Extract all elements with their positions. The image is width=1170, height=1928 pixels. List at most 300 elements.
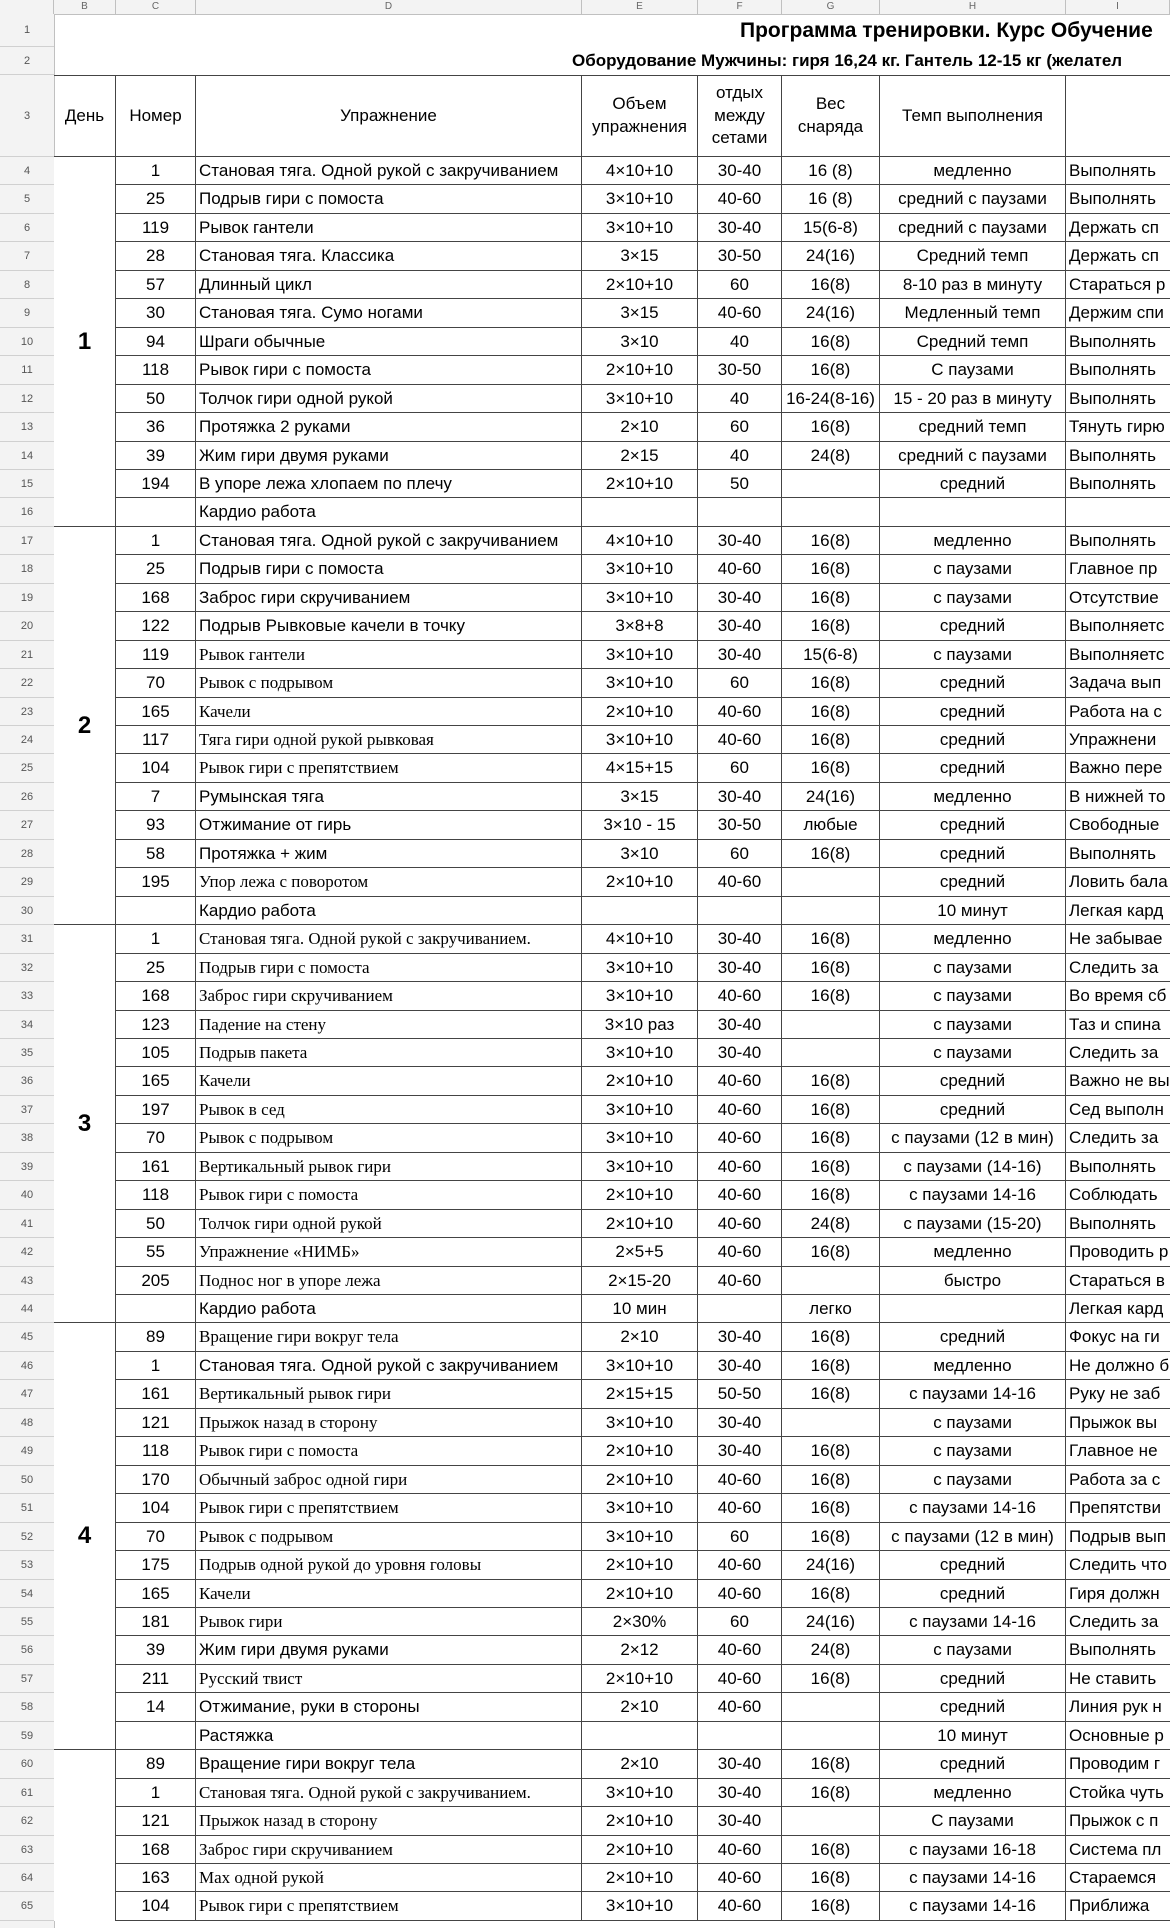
notes-cell[interactable]: Тянуть гирю (1066, 413, 1170, 442)
exercise-number-cell[interactable]: 93 (116, 811, 196, 840)
notes-cell[interactable]: Не должно б (1066, 1352, 1170, 1380)
tempo-cell[interactable]: Медленный темп (880, 299, 1066, 328)
weight-cell[interactable]: 15(6-8) (782, 214, 880, 242)
tempo-cell[interactable]: с паузами (880, 1409, 1066, 1437)
weight-cell[interactable]: 16(8) (782, 954, 880, 982)
volume-cell[interactable]: 3×10+10 (582, 1494, 698, 1523)
exercise-number-cell[interactable]: 104 (116, 754, 196, 783)
exercise-name-cell[interactable]: Жим гири двумя руками (196, 442, 582, 470)
rest-cell[interactable]: 40-60 (698, 1494, 782, 1523)
rest-cell[interactable]: 40 (698, 385, 782, 413)
weight-cell[interactable]: 24(16) (782, 242, 880, 271)
notes-cell[interactable]: Проводим г (1066, 1750, 1170, 1779)
row-number[interactable]: 44 (0, 1295, 54, 1323)
rest-cell[interactable]: 30-40 (698, 214, 782, 242)
rest-cell[interactable]: 30-40 (698, 157, 782, 185)
exercise-name-cell[interactable]: Рывок гири с помоста (196, 1437, 582, 1466)
rest-cell[interactable]: 40-60 (698, 1892, 782, 1921)
tempo-cell[interactable]: с паузами 14-16 (880, 1864, 1066, 1892)
exercise-number-cell[interactable] (116, 1295, 196, 1323)
exercise-number-cell[interactable]: 1 (116, 925, 196, 954)
notes-cell[interactable]: Главное не (1066, 1437, 1170, 1466)
exercise-name-cell[interactable]: Протяжка 2 руками (196, 413, 582, 442)
row-number[interactable]: 2 (0, 47, 54, 75)
weight-cell[interactable] (782, 498, 880, 527)
rest-cell[interactable]: 60 (698, 271, 782, 299)
row-number[interactable]: 43 (0, 1267, 54, 1295)
tempo-cell[interactable]: с паузами 14-16 (880, 1181, 1066, 1210)
exercise-name-cell[interactable]: Вращение гири вокруг тела (196, 1750, 582, 1779)
exercise-name-cell[interactable]: Рывок гири с препятствием (196, 1494, 582, 1523)
exercise-name-cell[interactable]: Подрыв гири с помоста (196, 954, 582, 982)
row-number[interactable]: 59 (0, 1722, 54, 1750)
row-number[interactable]: 14 (0, 442, 54, 470)
rest-cell[interactable] (698, 1295, 782, 1323)
exercise-number-cell[interactable]: 25 (116, 954, 196, 982)
rest-cell[interactable]: 30-50 (698, 242, 782, 271)
volume-cell[interactable]: 2×5+5 (582, 1238, 698, 1267)
rest-cell[interactable]: 40-60 (698, 982, 782, 1011)
weight-cell[interactable]: 16(8) (782, 1523, 880, 1551)
exercise-name-cell[interactable]: Румынская тяга (196, 783, 582, 811)
notes-cell[interactable]: Держать сп (1066, 214, 1170, 242)
notes-cell[interactable]: Соблюдать (1066, 1181, 1170, 1210)
volume-cell[interactable]: 3×10 - 15 (582, 811, 698, 840)
rest-cell[interactable] (698, 498, 782, 527)
exercise-number-cell[interactable]: 195 (116, 868, 196, 897)
volume-cell[interactable]: 2×10+10 (582, 1551, 698, 1580)
notes-cell[interactable]: Следить за (1066, 1039, 1170, 1067)
notes-cell[interactable]: Важно не вы (1066, 1067, 1170, 1096)
rest-cell[interactable]: 30-50 (698, 811, 782, 840)
weight-cell[interactable]: 24(8) (782, 1210, 880, 1238)
notes-cell[interactable]: Прыжок с п (1066, 1807, 1170, 1836)
exercise-name-cell[interactable]: Мах одной рукой (196, 1864, 582, 1892)
rest-cell[interactable]: 40-60 (698, 1181, 782, 1210)
tempo-cell[interactable]: средний с паузами (880, 185, 1066, 214)
rest-cell[interactable]: 30-40 (698, 783, 782, 811)
exercise-name-cell[interactable]: Отжимание, руки в стороны (196, 1693, 582, 1722)
notes-cell[interactable]: Выполнять (1066, 527, 1170, 555)
weight-cell[interactable]: 16(8) (782, 1494, 880, 1523)
weight-cell[interactable]: 16(8) (782, 271, 880, 299)
row-number[interactable]: 3 (0, 75, 54, 157)
row-number[interactable]: 30 (0, 897, 54, 925)
exercise-name-cell[interactable]: Вертикальный рывок гири (196, 1380, 582, 1409)
exercise-number-cell[interactable]: 118 (116, 1181, 196, 1210)
header-notes[interactable] (1066, 75, 1170, 157)
exercise-name-cell[interactable]: Качели (196, 698, 582, 726)
exercise-number-cell[interactable]: 121 (116, 1409, 196, 1437)
weight-cell[interactable]: 24(8) (782, 1636, 880, 1665)
volume-cell[interactable]: 3×10+10 (582, 982, 698, 1011)
volume-cell[interactable]: 3×10+10 (582, 1409, 698, 1437)
tempo-cell[interactable] (880, 1295, 1066, 1323)
rest-cell[interactable]: 30-40 (698, 1750, 782, 1779)
tempo-cell[interactable]: средний (880, 726, 1066, 754)
notes-cell[interactable]: Легкая кард (1066, 897, 1170, 925)
header-tempo[interactable]: Темп выполнения (880, 75, 1066, 157)
exercise-name-cell[interactable]: Становая тяга. Сумо ногами (196, 299, 582, 328)
tempo-cell[interactable]: средний с паузами (880, 214, 1066, 242)
weight-cell[interactable]: 16(8) (782, 1067, 880, 1096)
volume-cell[interactable]: 2×10+10 (582, 868, 698, 897)
tempo-cell[interactable]: средний (880, 1096, 1066, 1124)
volume-cell[interactable]: 3×15 (582, 299, 698, 328)
exercise-number-cell[interactable]: 175 (116, 1551, 196, 1580)
volume-cell[interactable]: 2×10 (582, 1323, 698, 1352)
notes-cell[interactable]: Основные р (1066, 1722, 1170, 1750)
rest-cell[interactable]: 40-60 (698, 868, 782, 897)
weight-cell[interactable]: 16(8) (782, 1437, 880, 1466)
notes-cell[interactable]: В нижней то (1066, 783, 1170, 811)
exercise-name-cell[interactable]: Обычный заброс одной гири (196, 1466, 582, 1494)
exercise-number-cell[interactable]: 89 (116, 1323, 196, 1352)
volume-cell[interactable]: 2×15-20 (582, 1267, 698, 1295)
column-header[interactable]: D (196, 0, 582, 14)
weight-cell[interactable]: 16(8) (782, 1466, 880, 1494)
row-number[interactable]: 8 (0, 271, 54, 299)
rest-cell[interactable]: 40-60 (698, 1693, 782, 1722)
volume-cell[interactable]: 2×10+10 (582, 271, 698, 299)
weight-cell[interactable] (782, 1267, 880, 1295)
exercise-name-cell[interactable]: Кардио работа (196, 1295, 582, 1323)
row-number[interactable]: 42 (0, 1238, 54, 1267)
volume-cell[interactable]: 2×10+10 (582, 1466, 698, 1494)
row-number[interactable]: 37 (0, 1096, 54, 1124)
exercise-name-cell[interactable]: Протяжка + жим (196, 840, 582, 868)
header-rest[interactable]: отдых между сетами (698, 75, 782, 157)
exercise-number-cell[interactable]: 168 (116, 982, 196, 1011)
exercise-name-cell[interactable]: Рывок гири с помоста (196, 356, 582, 385)
volume-cell[interactable]: 2×15 (582, 442, 698, 470)
exercise-number-cell[interactable]: 104 (116, 1892, 196, 1921)
row-number[interactable]: 22 (0, 669, 54, 698)
exercise-number-cell[interactable]: 28 (116, 242, 196, 271)
rest-cell[interactable]: 50-50 (698, 1380, 782, 1409)
weight-cell[interactable]: 16(8) (782, 1750, 880, 1779)
volume-cell[interactable]: 3×10+10 (582, 214, 698, 242)
volume-cell[interactable]: 2×10+10 (582, 1181, 698, 1210)
row-number[interactable]: 35 (0, 1039, 54, 1067)
volume-cell[interactable]: 2×10+10 (582, 1864, 698, 1892)
volume-cell[interactable]: 2×10+10 (582, 698, 698, 726)
weight-cell[interactable] (782, 470, 880, 498)
notes-cell[interactable]: Выполнять (1066, 1210, 1170, 1238)
rest-cell[interactable]: 30-40 (698, 1437, 782, 1466)
notes-cell[interactable]: Следить за (1066, 954, 1170, 982)
rest-cell[interactable]: 40-60 (698, 299, 782, 328)
row-number[interactable]: 61 (0, 1779, 54, 1807)
exercise-name-cell[interactable]: Рывок гири с препятствием (196, 754, 582, 783)
weight-cell[interactable]: 16(8) (782, 754, 880, 783)
header-number[interactable]: Номер (116, 75, 196, 157)
weight-cell[interactable]: легко (782, 1295, 880, 1323)
exercise-number-cell[interactable] (116, 498, 196, 527)
notes-cell[interactable]: Работа на с (1066, 698, 1170, 726)
notes-cell[interactable]: Упражнени (1066, 726, 1170, 754)
weight-cell[interactable]: 16(8) (782, 726, 880, 754)
volume-cell[interactable]: 3×10+10 (582, 669, 698, 698)
volume-cell[interactable]: 2×10+10 (582, 470, 698, 498)
weight-cell[interactable]: 16(8) (782, 1323, 880, 1352)
exercise-name-cell[interactable]: Вращение гири вокруг тела (196, 1323, 582, 1352)
rest-cell[interactable]: 40-60 (698, 698, 782, 726)
exercise-name-cell[interactable]: Русский твист (196, 1665, 582, 1693)
volume-cell[interactable]: 4×15+15 (582, 754, 698, 783)
tempo-cell[interactable]: С паузами (880, 1807, 1066, 1836)
rest-cell[interactable]: 40-60 (698, 1551, 782, 1580)
tempo-cell[interactable]: с паузами 14-16 (880, 1494, 1066, 1523)
exercise-name-cell[interactable]: Рывок гири (196, 1608, 582, 1636)
tempo-cell[interactable]: средний (880, 612, 1066, 641)
tempo-cell[interactable]: средний (880, 698, 1066, 726)
rest-cell[interactable]: 30-40 (698, 1352, 782, 1380)
day-number-cell[interactable]: 2 (54, 527, 116, 925)
volume-cell[interactable]: 3×10+10 (582, 1096, 698, 1124)
row-number[interactable]: 5 (0, 185, 54, 214)
exercise-name-cell[interactable]: Подрыв Рывковые качели в точку (196, 612, 582, 641)
weight-cell[interactable]: 16(8) (782, 527, 880, 555)
exercise-number-cell[interactable]: 39 (116, 442, 196, 470)
volume-cell[interactable]: 2×10 (582, 1750, 698, 1779)
rest-cell[interactable]: 60 (698, 840, 782, 868)
rest-cell[interactable]: 40-60 (698, 1153, 782, 1181)
notes-cell[interactable]: Система пл (1066, 1836, 1170, 1864)
exercise-name-cell[interactable]: Рывок с подрывом (196, 1124, 582, 1153)
rest-cell[interactable]: 40-60 (698, 185, 782, 214)
row-number[interactable]: 32 (0, 954, 54, 982)
row-number[interactable]: 48 (0, 1409, 54, 1437)
exercise-number-cell[interactable]: 205 (116, 1267, 196, 1295)
column-header[interactable]: I (1066, 0, 1170, 14)
exercise-number-cell[interactable]: 70 (116, 1523, 196, 1551)
notes-cell[interactable]: Таз и спина (1066, 1011, 1170, 1039)
tempo-cell[interactable]: с паузами (880, 641, 1066, 669)
rest-cell[interactable] (698, 1722, 782, 1750)
exercise-number-cell[interactable]: 55 (116, 1238, 196, 1267)
exercise-name-cell[interactable]: Заброс гири скручиванием (196, 1836, 582, 1864)
notes-cell[interactable]: Выполнять (1066, 157, 1170, 185)
exercise-name-cell[interactable]: Кардио работа (196, 498, 582, 527)
tempo-cell[interactable]: 10 минут (880, 1722, 1066, 1750)
weight-cell[interactable] (782, 1722, 880, 1750)
notes-cell[interactable]: Проводить р (1066, 1238, 1170, 1267)
weight-cell[interactable]: 16(8) (782, 1096, 880, 1124)
weight-cell[interactable] (782, 1807, 880, 1836)
exercise-number-cell[interactable]: 165 (116, 1067, 196, 1096)
weight-cell[interactable]: 16(8) (782, 669, 880, 698)
volume-cell[interactable]: 3×10+10 (582, 954, 698, 982)
volume-cell[interactable]: 2×10+10 (582, 1437, 698, 1466)
notes-cell[interactable]: Стараться в (1066, 1267, 1170, 1295)
rest-cell[interactable]: 30-40 (698, 527, 782, 555)
header-exercise[interactable]: Упражнение (196, 75, 582, 157)
exercise-name-cell[interactable]: Рывок гантели (196, 214, 582, 242)
rest-cell[interactable]: 40-60 (698, 1636, 782, 1665)
volume-cell[interactable]: 3×15 (582, 242, 698, 271)
row-number[interactable]: 50 (0, 1466, 54, 1494)
exercise-number-cell[interactable]: 58 (116, 840, 196, 868)
row-number[interactable]: 28 (0, 840, 54, 868)
exercise-name-cell[interactable]: Становая тяга. Одной рукой с закручиванием. (196, 1779, 582, 1807)
volume-cell[interactable]: 3×10 (582, 328, 698, 356)
row-number[interactable]: 63 (0, 1836, 54, 1864)
row-number[interactable]: 29 (0, 868, 54, 897)
rest-cell[interactable]: 30-40 (698, 1039, 782, 1067)
exercise-number-cell[interactable]: 161 (116, 1153, 196, 1181)
volume-cell[interactable]: 2×10+10 (582, 1836, 698, 1864)
tempo-cell[interactable]: быстро (880, 1267, 1066, 1295)
rest-cell[interactable]: 60 (698, 669, 782, 698)
tempo-cell[interactable]: с паузами (880, 1011, 1066, 1039)
header-day[interactable]: День (54, 75, 116, 157)
tempo-cell[interactable]: средний (880, 811, 1066, 840)
row-number[interactable]: 38 (0, 1124, 54, 1153)
weight-cell[interactable]: 16 (8) (782, 185, 880, 214)
rest-cell[interactable]: 60 (698, 754, 782, 783)
notes-cell[interactable]: Работа за с (1066, 1466, 1170, 1494)
exercise-number-cell[interactable] (116, 897, 196, 925)
row-number[interactable]: 11 (0, 356, 54, 385)
rest-cell[interactable]: 40-60 (698, 1580, 782, 1608)
tempo-cell[interactable]: средний (880, 1693, 1066, 1722)
volume-cell[interactable]: 3×10+10 (582, 726, 698, 754)
volume-cell[interactable]: 2×15+15 (582, 1380, 698, 1409)
rest-cell[interactable]: 40-60 (698, 1124, 782, 1153)
tempo-cell[interactable]: медленно (880, 527, 1066, 555)
volume-cell[interactable]: 3×10+10 (582, 584, 698, 612)
notes-cell[interactable]: Фокус на ги (1066, 1323, 1170, 1352)
row-number[interactable]: 13 (0, 413, 54, 442)
exercise-name-cell[interactable]: Качели (196, 1067, 582, 1096)
weight-cell[interactable] (782, 1409, 880, 1437)
rest-cell[interactable]: 40-60 (698, 726, 782, 754)
weight-cell[interactable]: 24(16) (782, 1608, 880, 1636)
exercise-number-cell[interactable]: 70 (116, 1124, 196, 1153)
notes-cell[interactable]: Выполнять (1066, 385, 1170, 413)
notes-cell[interactable]: Следить что (1066, 1551, 1170, 1580)
tempo-cell[interactable]: с паузами (15-20) (880, 1210, 1066, 1238)
volume-cell[interactable]: 4×10+10 (582, 527, 698, 555)
exercise-name-cell[interactable]: Становая тяга. Одной рукой с закручиванием (196, 1352, 582, 1380)
rest-cell[interactable]: 60 (698, 1608, 782, 1636)
row-number[interactable]: 58 (0, 1693, 54, 1722)
weight-cell[interactable]: 16(8) (782, 1238, 880, 1267)
header-volume[interactable]: Объем упражнения (582, 75, 698, 157)
notes-cell[interactable]: Ловить бала (1066, 868, 1170, 897)
volume-cell[interactable]: 3×10+10 (582, 641, 698, 669)
notes-cell[interactable]: Стойка чуть (1066, 1779, 1170, 1807)
tempo-cell[interactable]: средний с паузами (880, 442, 1066, 470)
notes-cell[interactable]: Сед выполн (1066, 1096, 1170, 1124)
tempo-cell[interactable]: с паузами 14-16 (880, 1892, 1066, 1921)
rest-cell[interactable]: 40 (698, 442, 782, 470)
exercise-number-cell[interactable]: 89 (116, 1750, 196, 1779)
tempo-cell[interactable]: с паузами (880, 982, 1066, 1011)
exercise-number-cell[interactable]: 121 (116, 1807, 196, 1836)
exercise-number-cell[interactable]: 181 (116, 1608, 196, 1636)
row-number[interactable]: 60 (0, 1750, 54, 1779)
column-header[interactable]: H (880, 0, 1066, 14)
notes-cell[interactable]: Прыжок вы (1066, 1409, 1170, 1437)
row-number[interactable]: 57 (0, 1665, 54, 1693)
row-number[interactable]: 12 (0, 385, 54, 413)
notes-cell[interactable]: Выполняетс (1066, 641, 1170, 669)
tempo-cell[interactable]: медленно (880, 925, 1066, 954)
exercise-number-cell[interactable]: 7 (116, 783, 196, 811)
exercise-name-cell[interactable]: Становая тяга. Одной рукой с закручиванием (196, 157, 582, 185)
rest-cell[interactable]: 40-60 (698, 1466, 782, 1494)
tempo-cell[interactable]: С паузами (880, 356, 1066, 385)
row-number[interactable]: 6 (0, 214, 54, 242)
rest-cell[interactable]: 30-40 (698, 1011, 782, 1039)
notes-cell[interactable]: Стараемся (1066, 1864, 1170, 1892)
tempo-cell[interactable]: средний (880, 1665, 1066, 1693)
weight-cell[interactable]: 16(8) (782, 328, 880, 356)
exercise-name-cell[interactable]: Толчок гири одной рукой (196, 385, 582, 413)
row-number[interactable]: 41 (0, 1210, 54, 1238)
exercise-name-cell[interactable]: Подрыв гири с помоста (196, 185, 582, 214)
volume-cell[interactable]: 2×10+10 (582, 1067, 698, 1096)
notes-cell[interactable]: Следить за (1066, 1608, 1170, 1636)
weight-cell[interactable]: 16(8) (782, 555, 880, 584)
exercise-number-cell[interactable]: 122 (116, 612, 196, 641)
weight-cell[interactable]: 16(8) (782, 1352, 880, 1380)
exercise-number-cell[interactable]: 94 (116, 328, 196, 356)
notes-cell[interactable]: Во время сб (1066, 982, 1170, 1011)
exercise-number-cell[interactable]: 123 (116, 1011, 196, 1039)
exercise-name-cell[interactable]: Отжимание от гирь (196, 811, 582, 840)
row-number[interactable]: 46 (0, 1352, 54, 1380)
exercise-name-cell[interactable]: Упражнение «НИМБ» (196, 1238, 582, 1267)
column-header[interactable]: F (698, 0, 782, 14)
tempo-cell[interactable]: Средний темп (880, 242, 1066, 271)
notes-cell[interactable]: Важно пере (1066, 754, 1170, 783)
rest-cell[interactable]: 40-60 (698, 1836, 782, 1864)
volume-cell[interactable]: 4×10+10 (582, 925, 698, 954)
weight-cell[interactable]: 24(16) (782, 783, 880, 811)
weight-cell[interactable]: 16(8) (782, 840, 880, 868)
rest-cell[interactable]: 60 (698, 1523, 782, 1551)
weight-cell[interactable]: 16(8) (782, 1836, 880, 1864)
row-number[interactable]: 64 (0, 1864, 54, 1892)
exercise-name-cell[interactable]: Подрыв пакета (196, 1039, 582, 1067)
tempo-cell[interactable]: средний темп (880, 413, 1066, 442)
volume-cell[interactable]: 2×10+10 (582, 356, 698, 385)
row-number[interactable]: 56 (0, 1636, 54, 1665)
exercise-name-cell[interactable]: Становая тяга. Одной рукой с закручиванием (196, 527, 582, 555)
weight-cell[interactable]: 24(16) (782, 1551, 880, 1580)
row-number[interactable]: 55 (0, 1608, 54, 1636)
weight-cell[interactable] (782, 1693, 880, 1722)
exercise-number-cell[interactable]: 39 (116, 1636, 196, 1665)
exercise-name-cell[interactable]: Жим гири двумя руками (196, 1636, 582, 1665)
exercise-name-cell[interactable]: Прыжок назад в сторону (196, 1409, 582, 1437)
volume-cell[interactable]: 2×10 (582, 413, 698, 442)
row-number[interactable]: 54 (0, 1580, 54, 1608)
weight-cell[interactable] (782, 1011, 880, 1039)
notes-cell[interactable]: Задача вып (1066, 669, 1170, 698)
exercise-number-cell[interactable]: 105 (116, 1039, 196, 1067)
weight-cell[interactable]: любые (782, 811, 880, 840)
weight-cell[interactable]: 16(8) (782, 698, 880, 726)
rest-cell[interactable]: 40-60 (698, 1665, 782, 1693)
tempo-cell[interactable]: средний (880, 1067, 1066, 1096)
exercise-name-cell[interactable]: Прыжок назад в сторону (196, 1807, 582, 1836)
weight-cell[interactable]: 16(8) (782, 413, 880, 442)
exercise-number-cell[interactable]: 197 (116, 1096, 196, 1124)
